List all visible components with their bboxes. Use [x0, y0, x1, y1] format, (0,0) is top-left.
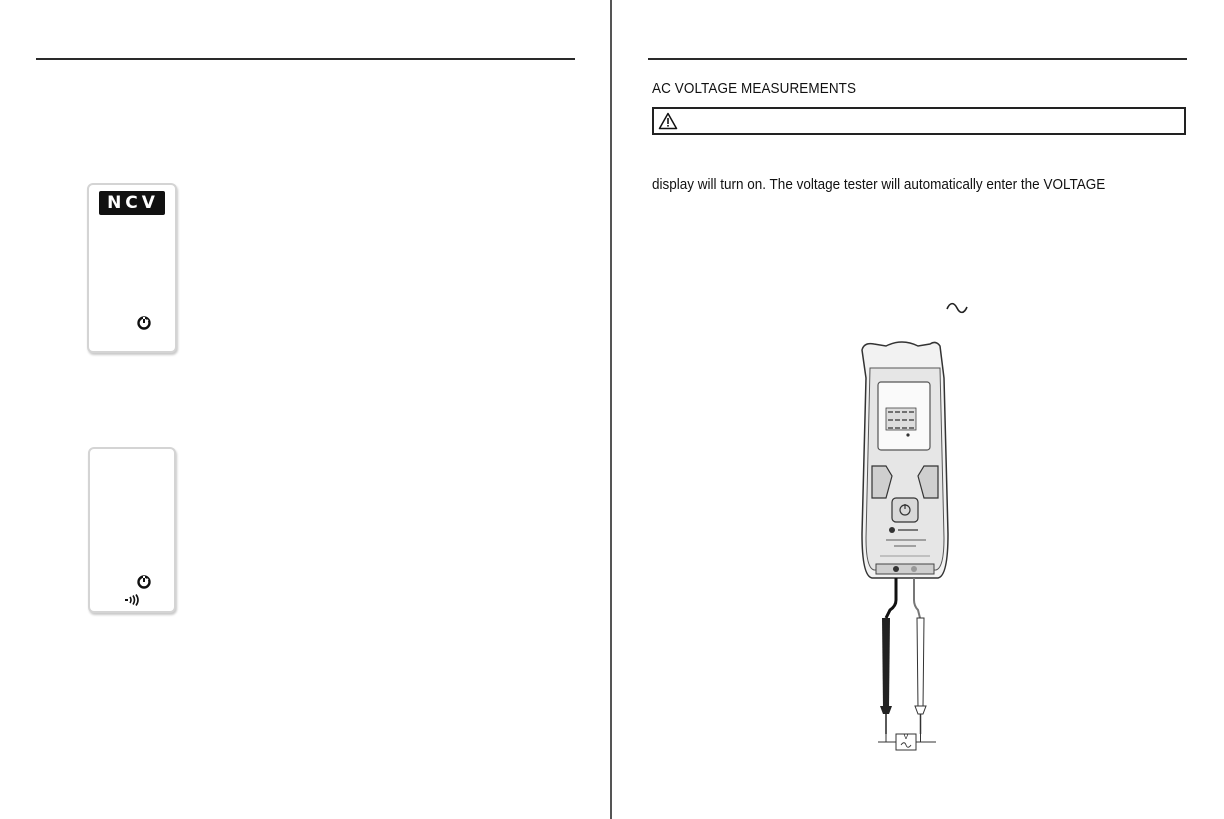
power-indicator-icon	[137, 575, 151, 589]
power-indicator-icon	[137, 316, 151, 330]
warning-triangle-icon	[658, 112, 678, 130]
warning-box	[652, 107, 1186, 135]
alert-display-panel	[88, 447, 176, 613]
left-header-rule	[36, 58, 575, 60]
source-box-label: V	[903, 734, 909, 741]
ac-sine-wave-icon	[946, 302, 968, 314]
ncv-label: NCV	[99, 191, 165, 215]
sound-wave-icon	[124, 594, 142, 606]
page-gutter-divider	[610, 0, 612, 819]
instruction-text: display will turn on. The voltage tester will automatically enter the VOLTAGE	[652, 176, 1106, 193]
voltage-tester-illustration	[840, 338, 970, 758]
section-title: AC VOLTAGE MEASUREMENTS	[652, 80, 857, 97]
right-header-rule	[648, 58, 1187, 60]
